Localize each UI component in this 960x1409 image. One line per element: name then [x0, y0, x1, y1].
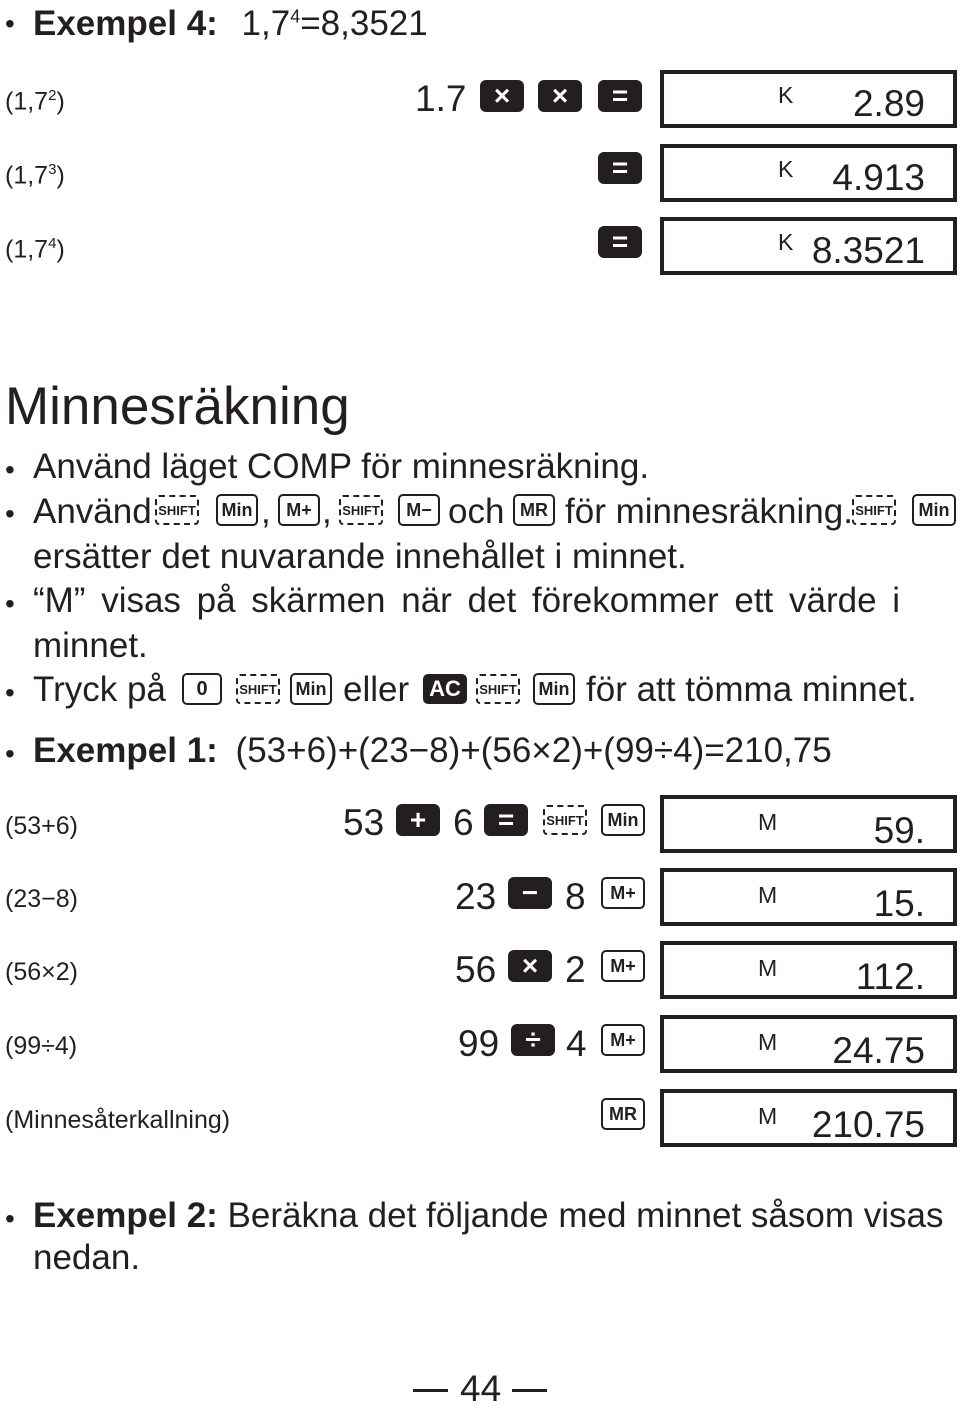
m-plus-key[interactable]: M+	[601, 1024, 645, 1056]
display-indicator: M	[758, 955, 778, 981]
example1-label: Exempel 1:	[33, 731, 218, 770]
bullet-text: för minnesräkning.	[565, 492, 853, 531]
input-value: 99	[458, 1023, 500, 1064]
bullet-text: ersätter det nuvarande innehållet i minnet.	[33, 537, 687, 576]
shift-key[interactable]: SHIFT	[339, 495, 383, 525]
example4-formula: $1,7^4=8,3521$	[241, 4, 428, 43]
shift-key[interactable]: SHIFT	[236, 674, 280, 704]
calculator-display	[660, 1089, 957, 1147]
example4-row-label: $(1,7^2)$	[5, 87, 65, 116]
example1-row-label: (99÷4)	[5, 1032, 78, 1060]
bullet: •	[5, 1203, 15, 1234]
equals-key[interactable]: =	[598, 80, 642, 112]
comma: ,	[261, 492, 271, 531]
plus-key[interactable]: +	[396, 804, 440, 836]
bullet: •	[5, 8, 15, 39]
example2-label: Exempel 2:	[33, 1196, 218, 1235]
equals-key[interactable]: =	[598, 226, 642, 258]
min-key[interactable]: Min	[601, 804, 645, 836]
bullet-text: minnet.	[33, 626, 148, 665]
input-value: 56	[455, 949, 497, 990]
equals-key[interactable]: =	[598, 152, 642, 184]
display-value: 4.913	[832, 157, 925, 198]
display-value: 2.89	[852, 83, 925, 124]
bullet: •	[5, 677, 15, 708]
bullet-text: Använd läget COMP för minnesräkning.	[33, 447, 650, 486]
divide-key[interactable]: ÷	[511, 1024, 555, 1056]
min-key[interactable]: Min	[216, 494, 258, 526]
m-plus-key[interactable]: M+	[278, 494, 320, 526]
bullet: •	[5, 498, 15, 529]
bullet: •	[5, 738, 15, 769]
calculator-display	[660, 1015, 957, 1073]
example1-row-label: (56×2)	[5, 958, 78, 986]
shift-key[interactable]: SHIFT	[852, 495, 896, 525]
example2-line2: nedan.	[33, 1238, 141, 1277]
display-value: 210.75	[811, 1104, 925, 1145]
example4-label: Exempel 4:	[33, 4, 218, 43]
example4-row-label: $(1,7^4)$	[5, 235, 65, 264]
input-value: 53	[343, 802, 385, 843]
input-value: 4	[566, 1023, 587, 1064]
m-plus-key[interactable]: M+	[601, 950, 645, 982]
input-value: 8	[565, 876, 586, 917]
times-key[interactable]: ×	[508, 950, 552, 982]
example4-row-label: $(1,7^3)$	[5, 161, 65, 190]
bullet: •	[5, 454, 15, 485]
page-number: 44	[460, 1368, 502, 1409]
equals-key[interactable]: =	[484, 804, 528, 836]
m-plus-key[interactable]: M+	[601, 877, 645, 909]
example1-row-label: (53+6)	[5, 812, 78, 840]
display-value: 112.	[855, 956, 925, 997]
bullet-text: och	[448, 492, 505, 531]
example4-heading	[33, 6, 428, 41]
shift-key[interactable]: SHIFT	[476, 674, 520, 704]
bullet-text: “M” visas på skärmen när det förekommer ett värde i	[33, 581, 901, 620]
min-key[interactable]: Min	[912, 494, 956, 526]
divider	[413, 1389, 448, 1392]
min-key[interactable]: Min	[290, 673, 332, 705]
display-indicator: K	[778, 156, 794, 182]
display-indicator: K	[778, 229, 794, 255]
ac-key[interactable]: AC	[423, 674, 467, 704]
display-indicator: K	[778, 82, 794, 108]
zero-key[interactable]: 0	[182, 673, 222, 705]
display-value: 15.	[873, 883, 925, 924]
input-value: 6	[453, 802, 474, 843]
input-value: 1.7	[415, 78, 467, 119]
bullet-text: eller	[343, 670, 410, 709]
section-title: Minnesräkning	[5, 377, 350, 436]
display-indicator: M	[758, 1029, 778, 1055]
comma: ,	[322, 492, 332, 531]
mr-key[interactable]: MR	[601, 1098, 645, 1130]
calculator-display	[660, 70, 957, 128]
calculator-display	[660, 217, 957, 275]
example2-line1	[33, 1198, 943, 1233]
bullet-text: Tryck på	[33, 670, 166, 709]
display-indicator: M	[758, 809, 778, 835]
calculator-display	[660, 795, 957, 853]
example1-formula: (53+6)+(23−8)+(56×2)+(99÷4)=210,75	[235, 731, 832, 770]
input-value: 2	[565, 949, 586, 990]
shift-key[interactable]: SHIFT	[543, 805, 587, 835]
shift-key[interactable]: SHIFT	[155, 495, 199, 525]
display-indicator: M	[758, 882, 778, 908]
input-value: 23	[455, 876, 497, 917]
example2-text: Beräkna det följande med minnet såsom visas	[227, 1196, 944, 1235]
display-value: 59.	[873, 810, 925, 851]
bullet-text: för att tömma minnet.	[586, 670, 917, 709]
display-value: 24.75	[832, 1030, 925, 1071]
example1-heading	[33, 733, 832, 768]
calculator-display	[660, 868, 957, 926]
example1-row-label: (Minnesåterkallning)	[5, 1106, 231, 1134]
minus-key[interactable]: −	[508, 877, 552, 909]
calculator-display	[660, 941, 957, 999]
mr-key[interactable]: MR	[513, 494, 555, 526]
bullet-text: Använd	[33, 492, 152, 531]
example1-row-label: (23−8)	[5, 885, 78, 913]
times-key[interactable]: ×	[480, 80, 524, 112]
m-minus-key[interactable]: M−	[398, 494, 440, 526]
display-indicator: M	[758, 1103, 778, 1129]
times-key[interactable]: ×	[538, 80, 582, 112]
bullet: •	[5, 588, 15, 619]
min-key[interactable]: Min	[533, 673, 575, 705]
calculator-display	[660, 144, 957, 202]
divider	[512, 1389, 547, 1392]
display-value: 8.3521	[811, 230, 925, 271]
